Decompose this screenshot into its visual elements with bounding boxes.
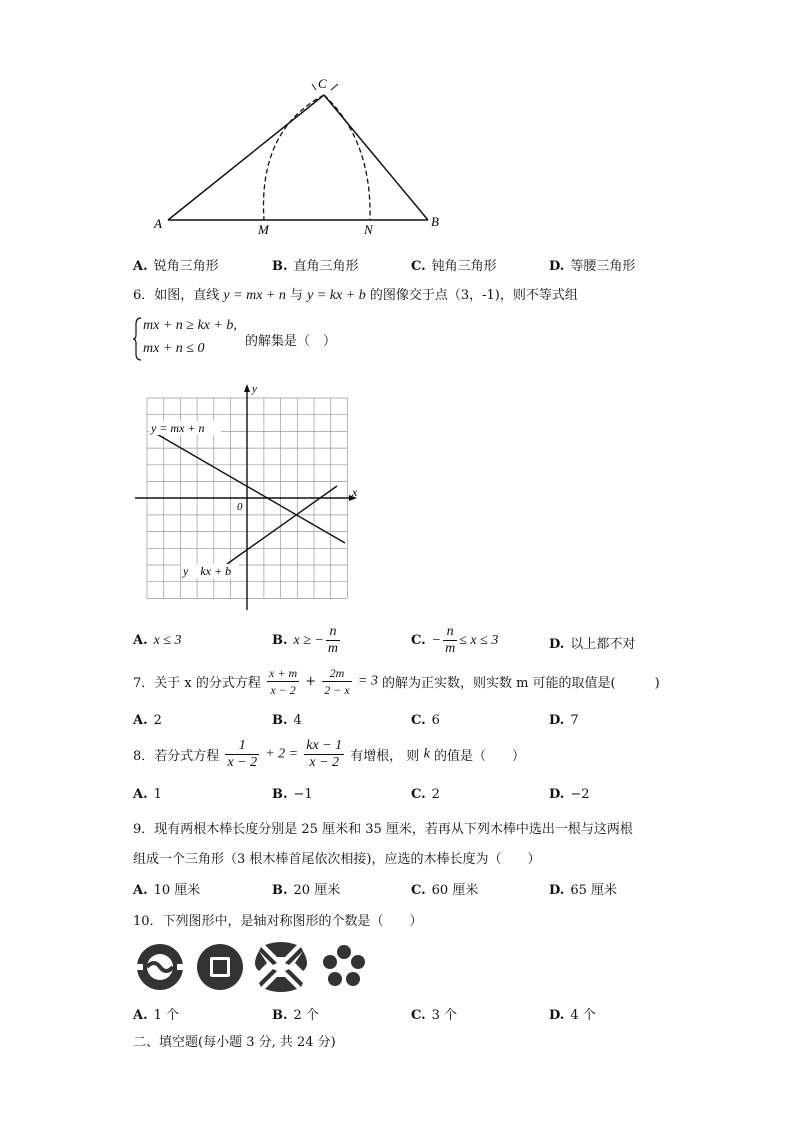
y-axis-label: y bbox=[252, 383, 257, 395]
figure-wave-circle bbox=[135, 944, 185, 990]
side-ac bbox=[168, 95, 324, 220]
label-c: C bbox=[318, 76, 327, 91]
q6-ask: 的解集是（ ） bbox=[245, 334, 337, 349]
q6-option-d[interactable]: D. 以上都不对 bbox=[549, 637, 636, 652]
q5-option-c[interactable]: C. 钝角三角形 bbox=[411, 259, 497, 274]
q9-option-d[interactable]: D. 65 厘米 bbox=[549, 883, 618, 898]
line-mx-n bbox=[155, 433, 345, 543]
q7-option-d[interactable]: D. 7 bbox=[549, 713, 579, 728]
q9-option-a[interactable]: A. 10 厘米 bbox=[133, 883, 201, 898]
figure-flower bbox=[323, 945, 365, 986]
q5-option-d[interactable]: D. 等腰三角形 bbox=[549, 259, 636, 274]
q7-option-b[interactable]: B. 4 bbox=[272, 713, 302, 728]
triangle-figure bbox=[140, 70, 460, 240]
q10-option-d[interactable]: D. 4 个 bbox=[549, 1008, 596, 1023]
y-axis-arrow bbox=[244, 384, 250, 392]
q8-option-b[interactable]: B. −1 bbox=[272, 787, 313, 802]
label-b: B bbox=[431, 214, 439, 229]
figure-coin bbox=[197, 944, 243, 990]
q7-stem: 7．关于 x 的分式方程 $\frac{x + m}{x - 2}$ + $\frac{2m}{2 - x}$ = 3 的解为正实数，则实数 m 可能的取值是( ) bbox=[133, 666, 660, 697]
label-m: M bbox=[258, 222, 269, 237]
q6-option-b[interactable]: B. x ≥ − $\frac{n}{m}$ bbox=[272, 624, 338, 656]
label-kx-b: y kx + b bbox=[183, 564, 232, 578]
q8-option-c[interactable]: C. 2 bbox=[411, 787, 440, 802]
figure-knot bbox=[255, 942, 307, 992]
q10-figures bbox=[133, 940, 373, 995]
q6-option-a[interactable]: A. x ≤ 3 bbox=[133, 633, 182, 648]
label-n: N bbox=[364, 222, 373, 237]
inequality-1: mx + n ≥ kx + b, bbox=[143, 318, 237, 333]
q8-option-a[interactable]: A. 1 bbox=[133, 787, 162, 802]
inequality-2: mx + n ≤ 0 bbox=[143, 341, 205, 356]
q6-stem: 6．如图，直线 y = mx + n 与 y = kx + b 的图像交于点（3，-1)，则不等式组 bbox=[133, 288, 578, 303]
q10-option-b[interactable]: B. 2 个 bbox=[272, 1008, 319, 1023]
q6-option-c[interactable]: C. − $\frac{n}{m}$ ≤ x ≤ 3 bbox=[411, 624, 499, 656]
q8-option-d[interactable]: D. −2 bbox=[549, 787, 590, 802]
section-title: 二、填空题(每小题 3 分, 共 24 分) bbox=[133, 1035, 336, 1050]
label-a: A bbox=[154, 216, 162, 231]
q8-stem: 8．若分式方程 $\frac{1}{x - 2}$ + 2 = $\frac{kx - 1}{x - 2}$ 有增根， 则 k 的值是（ ） bbox=[133, 738, 525, 770]
q6-graph bbox=[133, 380, 368, 615]
x-axis-label: x bbox=[352, 485, 358, 499]
arc-cn bbox=[324, 95, 370, 220]
q10-option-a[interactable]: A. 1 个 bbox=[133, 1008, 180, 1023]
label-mx-n: y = mx + n bbox=[151, 421, 205, 435]
q7-option-c[interactable]: C. 6 bbox=[411, 713, 440, 728]
q7-option-a[interactable]: A. 2 bbox=[133, 713, 162, 728]
brace-icon bbox=[133, 316, 143, 362]
q5-option-b[interactable]: B. 直角三角形 bbox=[272, 259, 359, 274]
q9-option-c[interactable]: C. 60 厘米 bbox=[411, 883, 479, 898]
q9-line-1: 9．现有两根木棒长度分别是 25 厘米和 35 厘米，若再从下列木棒中选出一根与这两根 bbox=[133, 822, 633, 837]
arc-cm bbox=[264, 95, 325, 220]
q9-line-2: 组成一个三角形（3 根木棒首尾依次相接)，应选的木棒长度为（ ） bbox=[133, 852, 541, 867]
side-bc bbox=[324, 95, 428, 220]
q5-option-a[interactable]: A. 锐角三角形 bbox=[133, 259, 219, 274]
q10-stem: 10．下列图形中，是轴对称图形的个数是（ ） bbox=[133, 914, 423, 929]
origin-label: 0 bbox=[237, 501, 243, 513]
q10-option-c[interactable]: C. 3 个 bbox=[411, 1008, 458, 1023]
q9-option-b[interactable]: B. 20 厘米 bbox=[272, 883, 341, 898]
